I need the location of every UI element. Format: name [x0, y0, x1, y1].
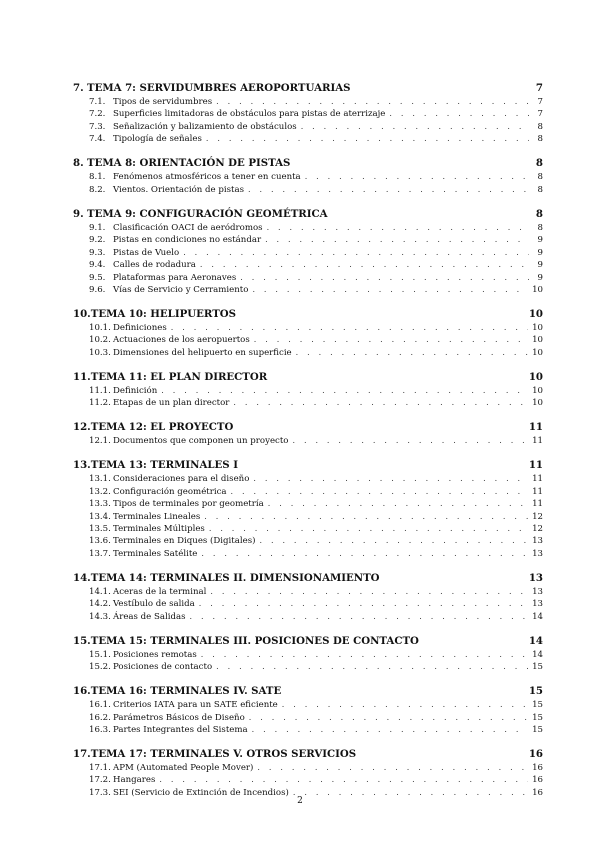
toc-section-title: TEMA 17: TERMINALES V. OTROS SERVICIOS	[90, 747, 357, 760]
toc-entry-title: Definición	[113, 385, 158, 396]
dot-leader	[389, 108, 529, 120]
dot-leader	[265, 234, 529, 246]
toc-entry-page: 10	[532, 322, 543, 333]
toc-section-page: 10	[528, 370, 543, 383]
toc-section-number: 8.	[73, 157, 84, 170]
toc-entry-number: 16.1.	[89, 700, 111, 711]
toc-entry[interactable]	[73, 121, 543, 133]
dot-leader	[301, 121, 529, 133]
toc-entry-page: 10	[532, 335, 543, 346]
toc-section-number: 15.	[73, 634, 91, 647]
toc-section-title: TEMA 9: CONFIGURACIÓN GEOMÉTRICA	[87, 207, 328, 220]
toc-entry-page: 15	[532, 712, 543, 723]
toc-entry-page: 9	[537, 260, 543, 271]
toc-entry-title: Clasificación OACI de aeródromos	[113, 222, 263, 233]
toc-section-label	[73, 208, 328, 220]
toc-entry-page: 14	[532, 649, 543, 660]
toc-section-heading[interactable]	[73, 208, 543, 220]
table-of-contents	[73, 82, 543, 811]
toc-entry-title: Tipos de terminales por geometría	[113, 499, 264, 510]
toc-entry-page: 13	[532, 548, 543, 559]
toc-entry-title: Señalización y balizamiento de obstáculos	[113, 121, 297, 132]
toc-section-heading[interactable]	[73, 685, 543, 697]
toc-entry-number: 7.3.	[89, 121, 106, 132]
toc-entry-title: Posiciones de contacto	[113, 662, 213, 673]
dot-leader	[201, 548, 528, 560]
toc-section-title: TEMA 10: HELIPUERTOS	[90, 307, 237, 320]
dot-leader	[267, 222, 529, 234]
toc-entry[interactable]	[73, 133, 543, 145]
toc-entry[interactable]	[73, 397, 543, 409]
toc-entry-page: 8	[537, 184, 543, 195]
dot-leader	[183, 247, 529, 259]
toc-entry[interactable]	[73, 511, 543, 523]
toc-entry-page: 12	[532, 523, 543, 534]
toc-section-title: TEMA 13: TERMINALES I	[90, 459, 238, 472]
toc-entry[interactable]	[73, 712, 543, 724]
toc-entry[interactable]	[73, 649, 543, 661]
toc-entry-title: Criterios IATA para un SATE eficiente	[113, 700, 278, 711]
toc-section-label	[73, 371, 267, 383]
toc-entry[interactable]	[73, 762, 543, 774]
toc-entry-title: Posiciones remotas	[113, 649, 197, 660]
dot-leader	[204, 511, 528, 523]
toc-entry[interactable]	[73, 548, 543, 560]
toc-entry[interactable]	[73, 473, 543, 485]
toc-entry-number: 9.6.	[89, 284, 106, 295]
toc-entry[interactable]	[73, 586, 543, 598]
toc-entry-number: 10.1.	[89, 322, 111, 333]
dot-leader	[253, 473, 528, 485]
dot-leader	[201, 649, 528, 661]
toc-entry[interactable]	[73, 347, 543, 359]
toc-entry-number: 12.1.	[89, 436, 111, 447]
toc-section-title: TEMA 16: TERMINALES IV. SATE	[90, 685, 282, 698]
page-number: 2	[297, 796, 303, 806]
toc-entry[interactable]	[73, 322, 543, 334]
toc-entry-title: Pistas en condiciones no estándar	[113, 235, 262, 246]
toc-entry-number: 7.1.	[89, 97, 106, 107]
toc-section	[73, 157, 543, 196]
toc-entry-title: Pistas de Vuelo	[113, 247, 180, 258]
toc-section-heading[interactable]	[73, 421, 543, 433]
toc-entry-number: 8.1.	[89, 172, 106, 183]
toc-section-label	[73, 421, 233, 433]
toc-entry[interactable]	[73, 535, 543, 547]
dot-leader	[216, 96, 529, 108]
toc-entry-number: 9.3.	[89, 247, 106, 258]
toc-entry-page: 15	[532, 700, 543, 711]
toc-section-title: TEMA 7: SERVIDUMBRES AEROPORTUARIAS	[87, 82, 351, 94]
toc-section	[73, 421, 543, 447]
toc-entry-title: Dimensiones del helipuerto en superficie	[113, 347, 292, 358]
toc-entry-page: 11	[532, 486, 543, 497]
toc-entry-title: Documentos que componen un proyecto	[113, 436, 289, 447]
toc-entry-page: 8	[537, 134, 543, 145]
toc-entry-page: 15	[532, 662, 543, 673]
toc-entry[interactable]	[73, 259, 543, 271]
toc-entry[interactable]	[73, 222, 543, 234]
toc-entry-number: 17.1.	[89, 762, 111, 773]
dot-leader	[190, 611, 529, 623]
toc-entry-number: 13.7.	[89, 548, 111, 559]
toc-section-label	[73, 157, 290, 169]
toc-entry-number: 13.6.	[89, 536, 111, 547]
toc-entry-title: Tipos de servidumbres	[113, 97, 213, 107]
toc-entry-number: 16.2.	[89, 712, 111, 723]
dot-leader	[171, 322, 528, 334]
dot-leader	[282, 699, 528, 711]
dot-leader	[296, 347, 528, 359]
toc-entry[interactable]	[73, 598, 543, 610]
toc-entry-page: 16	[532, 775, 543, 786]
toc-section-heading[interactable]	[73, 459, 543, 471]
toc-entry[interactable]	[73, 724, 543, 736]
toc-entry-title: Calles de rodadura	[113, 260, 196, 271]
dot-leader	[292, 435, 528, 447]
toc-entry-title: Configuración geométrica	[113, 486, 227, 497]
toc-entry-title: Tipología de señales	[113, 134, 202, 145]
toc-entry-number: 17.3.	[89, 787, 111, 798]
toc-entry-title: Etapas de un plan director	[113, 398, 230, 409]
toc-section-number: 9.	[73, 207, 84, 220]
toc-section-label	[73, 572, 380, 584]
toc-entry-title: Consideraciones para el diseño	[113, 474, 250, 485]
toc-entry-number: 14.3.	[89, 611, 111, 622]
toc-entry-page: 9	[537, 272, 543, 283]
dot-leader	[159, 774, 528, 786]
toc-section	[73, 82, 543, 146]
toc-section-page: 11	[528, 421, 543, 434]
toc-section-page: 11	[528, 459, 543, 472]
toc-section-number: 14.	[73, 571, 91, 584]
dot-leader	[257, 762, 528, 774]
toc-entry[interactable]	[73, 523, 543, 535]
dot-leader	[249, 712, 528, 724]
toc-entry-title: Terminales Satélite	[113, 548, 198, 559]
toc-section-title: TEMA 12: EL PROYECTO	[90, 421, 234, 434]
toc-entry[interactable]	[73, 108, 543, 120]
toc-section-label	[73, 82, 351, 94]
toc-section-number: 12.	[73, 421, 91, 434]
toc-entry-number: 14.2.	[89, 599, 111, 610]
toc-entry[interactable]	[73, 184, 543, 196]
toc-entry[interactable]	[73, 234, 543, 246]
toc-section-heading[interactable]	[73, 572, 543, 584]
toc-entry-page: 11	[532, 436, 543, 447]
toc-section	[73, 371, 543, 410]
toc-entry[interactable]	[73, 435, 543, 447]
dot-leader	[233, 397, 528, 409]
toc-entry-page: 7	[537, 97, 543, 107]
dot-leader	[268, 498, 528, 510]
toc-section-page: 10	[528, 307, 543, 320]
toc-section-label	[73, 459, 238, 471]
toc-section-title: TEMA 14: TERMINALES II. DIMENSIONAMIENTO	[90, 571, 380, 584]
dot-leader	[210, 586, 528, 598]
dot-leader	[231, 486, 529, 498]
toc-entry-number: 11.2.	[89, 398, 111, 409]
toc-entry-page: 16	[532, 762, 543, 773]
toc-entry[interactable]	[73, 611, 543, 623]
toc-entry[interactable]	[73, 498, 543, 510]
toc-entry[interactable]	[73, 385, 543, 397]
toc-entry-title: Actuaciones de los aeropuertos	[113, 335, 250, 346]
toc-entry-number: 13.1.	[89, 474, 111, 485]
toc-section-page: 16	[528, 747, 543, 760]
toc-entry-number: 13.4.	[89, 511, 111, 522]
toc-entry-title: Vientos. Orientación de pistas	[113, 184, 244, 195]
toc-entry-title: Superficies limitadoras de obstáculos para pistas de aterrizaje	[113, 109, 386, 120]
toc-entry-number: 9.2.	[89, 235, 106, 246]
toc-entry[interactable]	[73, 334, 543, 346]
toc-entry-title: Terminales Múltiples	[113, 523, 205, 534]
toc-entry-title: Definiciones	[113, 322, 167, 333]
toc-section-title: TEMA 11: EL PLAN DIRECTOR	[90, 370, 268, 383]
toc-entry-page: 8	[537, 222, 543, 233]
dot-leader	[305, 171, 529, 183]
toc-section-heading[interactable]	[73, 748, 543, 760]
toc-entry[interactable]	[73, 272, 543, 284]
toc-section-heading[interactable]	[73, 157, 543, 169]
toc-section-heading[interactable]	[73, 635, 543, 647]
toc-section-number: 17.	[73, 747, 91, 760]
toc-entry-page: 16	[532, 787, 543, 798]
toc-section-number: 16.	[73, 685, 91, 698]
toc-entry-page: 9	[537, 235, 543, 246]
toc-entry-title: Partes Integrantes del Sistema	[113, 725, 248, 735]
toc-entry-title: SEI (Servicio de Extinción de Incendios)	[113, 787, 289, 798]
toc-entry-number: 17.2.	[89, 775, 111, 786]
toc-entry-page: 11	[532, 474, 543, 485]
toc-entry-page: 10	[532, 398, 543, 409]
toc-section-page: 7	[535, 82, 543, 94]
dot-leader	[161, 385, 528, 397]
toc-entry-title: Hangares	[113, 775, 156, 786]
toc-section	[73, 685, 543, 736]
toc-section-page: 15	[528, 685, 543, 698]
toc-section-number: 10.	[73, 307, 91, 320]
toc-entry-title: Plataformas para Aeronaves	[113, 272, 237, 283]
toc-entry-number: 7.2.	[89, 109, 106, 120]
toc-entry-number: 9.4.	[89, 260, 106, 271]
toc-entry-title: Vestíbulo de salida	[113, 599, 195, 610]
toc-section	[73, 208, 543, 297]
toc-entry-title: Vías de Servicio y Cerramiento	[113, 284, 249, 295]
toc-entry-page: 7	[537, 109, 543, 120]
dot-leader	[200, 259, 529, 271]
toc-entry-number: 9.1.	[89, 222, 106, 233]
toc-entry[interactable]	[73, 661, 543, 673]
toc-section	[73, 748, 543, 799]
toc-entry-number: 15.2.	[89, 662, 111, 673]
toc-entry-number: 14.1.	[89, 586, 111, 597]
toc-section	[73, 635, 543, 674]
toc-entry-number: 13.2.	[89, 486, 111, 497]
toc-entry-page: 13	[532, 599, 543, 610]
toc-section-label	[73, 748, 356, 760]
toc-entry-page: 12	[532, 511, 543, 522]
toc-entry-number: 9.5.	[89, 272, 106, 283]
toc-entry-title: Parámetros Básicos de Diseño	[113, 712, 245, 723]
toc-section-title: TEMA 15: TERMINALES III. POSICIONES DE CONTACTO	[90, 634, 419, 647]
toc-section-page: 14	[528, 634, 543, 647]
toc-entry-page: 8	[537, 172, 543, 183]
toc-entry-number: 16.3.	[89, 725, 111, 735]
toc-entry[interactable]	[73, 247, 543, 259]
toc-entry-number: 11.1.	[89, 385, 111, 396]
dot-leader	[259, 535, 528, 547]
toc-section-label	[73, 635, 419, 647]
dot-leader	[206, 133, 529, 145]
toc-section	[73, 572, 543, 623]
toc-entry-number: 10.2.	[89, 335, 111, 346]
toc-entry-page: 11	[532, 499, 543, 510]
toc-section-heading[interactable]	[73, 308, 543, 320]
toc-entry[interactable]	[73, 486, 543, 498]
dot-leader	[252, 724, 528, 736]
toc-entry-title: APM (Automated People Mover)	[113, 762, 254, 773]
toc-entry-number: 7.4.	[89, 134, 106, 145]
toc-entry-number: 13.5.	[89, 523, 111, 534]
toc-entry-number: 10.3.	[89, 347, 111, 358]
toc-entry-page: 10	[532, 385, 543, 396]
toc-entry[interactable]	[73, 699, 543, 711]
toc-entry[interactable]	[73, 96, 543, 108]
toc-entry-page: 10	[532, 347, 543, 358]
toc-section	[73, 308, 543, 359]
toc-entry-page: 15	[532, 725, 543, 735]
toc-section-page: 13	[528, 571, 543, 584]
toc-entry-number: 13.3.	[89, 499, 111, 510]
toc-entry-number: 15.1.	[89, 649, 111, 660]
toc-section	[73, 459, 543, 560]
toc-entry-title: Aceras de la terminal	[113, 586, 207, 597]
toc-entry-page: 9	[537, 247, 543, 258]
dot-leader	[254, 334, 528, 346]
toc-section-title: TEMA 8: ORIENTACIÓN DE PISTAS	[87, 157, 291, 170]
toc-entry-title: Áreas de Salidas	[113, 611, 186, 622]
dot-leader	[209, 523, 528, 535]
dot-leader	[248, 184, 529, 196]
toc-section-number: 13.	[73, 459, 91, 472]
dot-leader	[252, 284, 528, 296]
dot-leader	[240, 272, 529, 284]
toc-entry-title: Fenómenos atmosféricos a tener en cuenta	[113, 172, 301, 183]
toc-section-label	[73, 685, 281, 697]
dot-leader	[199, 598, 528, 610]
toc-entry[interactable]	[73, 284, 543, 296]
toc-entry-title: Terminales en Diques (Digitales)	[113, 536, 256, 547]
toc-section-page: 8	[535, 207, 543, 220]
toc-section-page: 8	[535, 157, 543, 170]
toc-entry-page: 13	[532, 536, 543, 547]
toc-section-number: 11.	[73, 370, 91, 383]
toc-entry[interactable]	[73, 171, 543, 183]
toc-entry[interactable]	[73, 774, 543, 786]
toc-section-label	[73, 308, 236, 320]
toc-entry-number: 8.2.	[89, 184, 106, 195]
toc-entry-title: Terminales Lineales	[113, 511, 201, 522]
dot-leader	[216, 661, 528, 673]
toc-entry-page: 13	[532, 586, 543, 597]
toc-entry-page: 14	[532, 611, 543, 622]
toc-section-heading[interactable]	[73, 82, 543, 94]
toc-section-heading[interactable]	[73, 371, 543, 383]
toc-section-number: 7.	[73, 82, 84, 94]
toc-entry-page: 10	[532, 284, 543, 295]
toc-entry-page: 8	[537, 121, 543, 132]
